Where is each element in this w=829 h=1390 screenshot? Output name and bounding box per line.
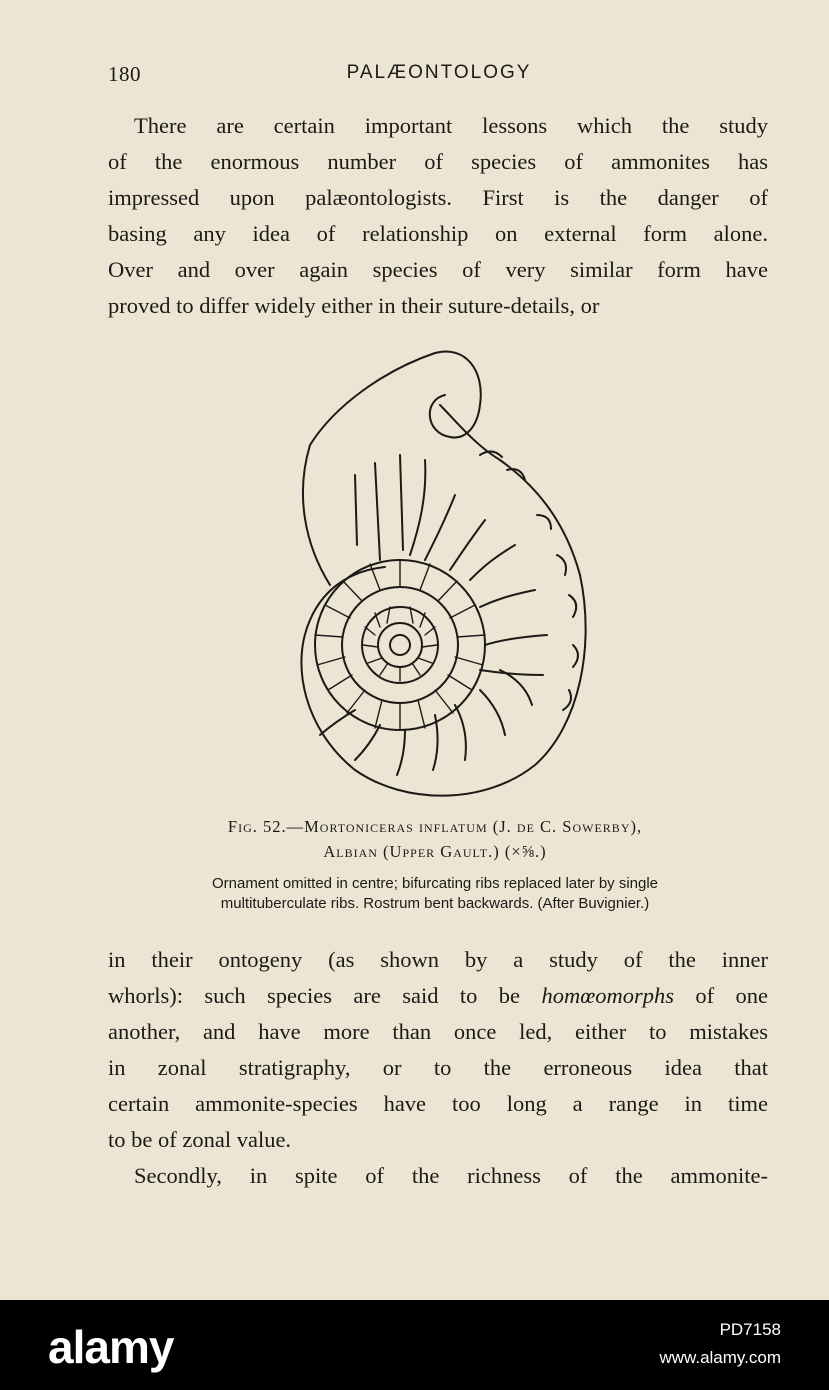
figure-note: [100, 874, 770, 914]
ammonite-illustration-icon: [285, 345, 595, 805]
paragraph-1-line: impressed upon palæontologists. First is the danger of: [108, 185, 768, 210]
figure-note-line: multituberculate ribs. Rostrum bent backwards. (After Buvignier.): [220, 895, 650, 912]
paragraph-1-line: proved to differ widely either in their suture-details, or: [108, 293, 600, 318]
paragraph-3-line: Secondly, in spite of the richness of the ammonite-: [134, 1163, 768, 1188]
paragraph-2-text: of one: [673, 983, 769, 1008]
paragraph-2: [108, 942, 768, 1158]
running-head: [108, 62, 770, 94]
figure-label: Fig. 52.—Mortoniceras inflatum: [227, 817, 488, 836]
image-id: PD7158: [719, 1320, 781, 1339]
figure-note-line: Ornament omitted in centre; bifurcating ribs replaced later by single: [211, 875, 659, 892]
site-url: www.alamy.com: [659, 1348, 781, 1367]
figure-caption: [100, 814, 770, 864]
paragraph-2-line: in their ontogeny (as shown by a study of the inner: [108, 947, 768, 972]
paragraph-1-line: Over and over again species of very similar form have: [108, 257, 768, 282]
paragraph-3: [108, 1158, 768, 1194]
figure-stage: Albian (Upper Gault.) (×⅝.): [323, 842, 547, 861]
paragraph-2-line: to be of zonal value.: [108, 1127, 292, 1152]
paragraph-1-line: of the enormous number of species of ammonites has: [108, 149, 768, 174]
paragraph-2-line: certain ammonite-species have too long a range in time: [108, 1091, 768, 1116]
running-title: PALÆONTOLOGY: [346, 62, 532, 83]
paragraph-2-line: [108, 978, 768, 1014]
paragraph-2-text: whorls): such species are said to be: [108, 983, 542, 1008]
italic-term: homœomorphs: [541, 983, 674, 1008]
paragraph-1: [108, 108, 768, 324]
paragraph-1-line: basing any idea of relationship on external form alone.: [108, 221, 768, 246]
watermark-bar: [0, 1300, 829, 1390]
figure-author: (J. de C. Sowerby),: [492, 817, 643, 836]
brand-logo: alamy: [48, 1321, 174, 1373]
page-number: 180: [108, 62, 141, 86]
paragraph-2-line: in zonal stratigraphy, or to the erroneous idea that: [108, 1055, 768, 1080]
paragraph-1-line: There are certain important lessons which the study: [134, 113, 768, 138]
paragraph-2-line: another, and have more than once led, either to mistakes: [108, 1019, 768, 1044]
